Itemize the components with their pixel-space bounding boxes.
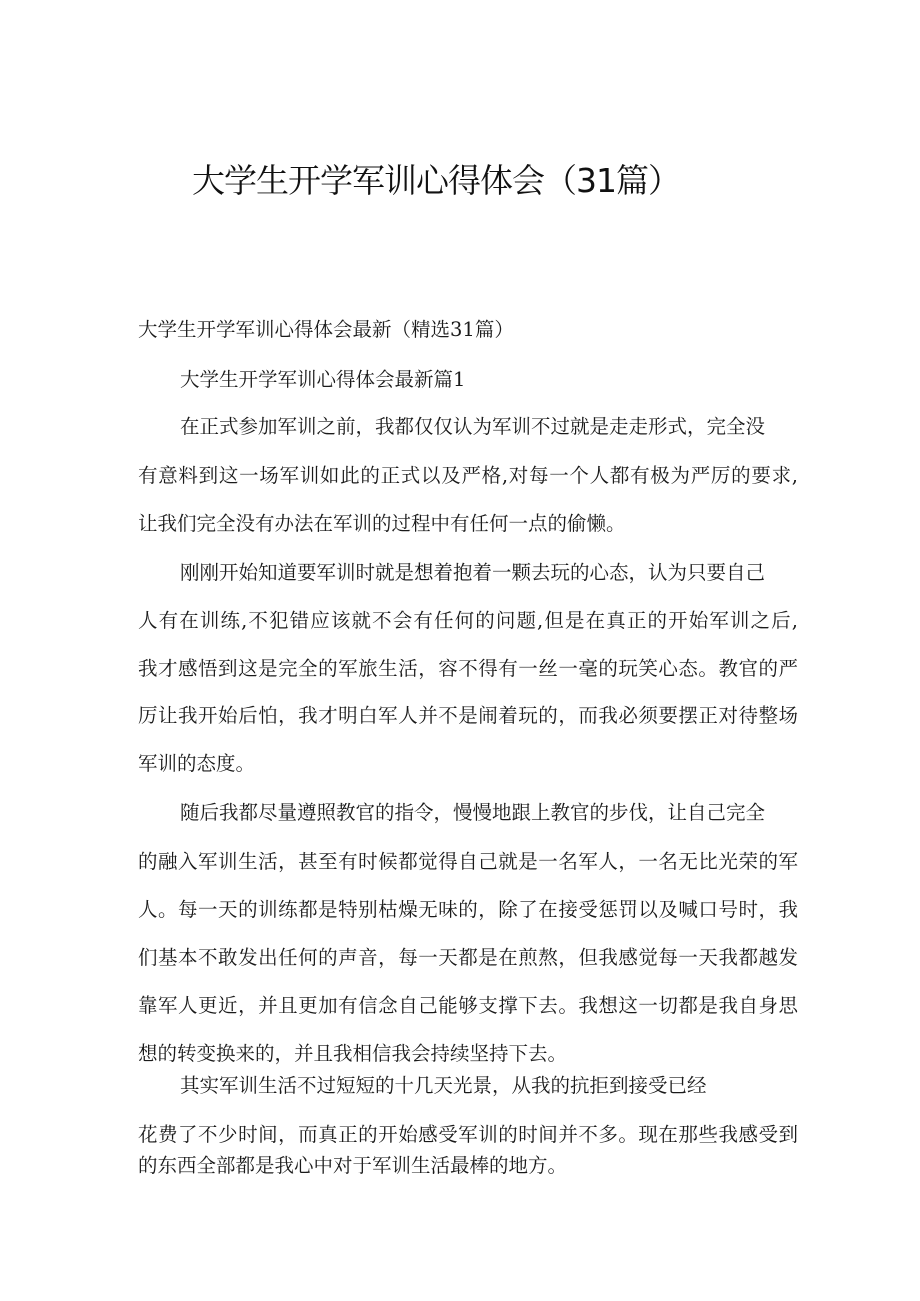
- body-line: 想的转变换来的，并且我相信我会持续坚持下去。: [138, 1042, 568, 1065]
- body-line: 我才感悟到这是完全的军旅生活，容不得有一丝一毫的玩笑心态。教官的严: [138, 657, 798, 680]
- body-line: 刚刚开始知道要军训时就是想着抱着一颗去玩的心态，认为只要自己: [180, 561, 766, 584]
- body-line: 在正式参加军训之前，我都仅仅认为军训不过就是走走形式，完全没: [180, 415, 766, 438]
- body-line: 的东西全部都是我心中对于军训生活最棒的地方。: [138, 1154, 568, 1177]
- body-line: 随后我都尽量遵照教官的指令，慢慢地跟上教官的步伐，让自己完全: [180, 801, 766, 824]
- body-line: 人有在训练,不犯错应该就不会有任何的问题,但是在真正的开始军训之后,: [138, 609, 798, 632]
- body-line: 有意料到这一场军训如此的正式以及严格,对每一个人都有极为严厉的要求,: [138, 464, 798, 487]
- body-line: 的融入军训生活，甚至有时候都觉得自己就是一名军人，一名无比光荣的军: [138, 850, 798, 873]
- document-subtitle: 大学生开学军训心得体会最新（精选31篇）: [138, 318, 514, 341]
- body-line: 军训的态度。: [138, 752, 256, 775]
- document-title: 大学生开学军训心得体会（31篇）: [192, 161, 680, 200]
- body-line: 其实军训生活不过短短的十几天光景，从我的抗拒到接受已经: [180, 1074, 707, 1097]
- body-line: 让我们完全没有办法在军训的过程中有任何一点的偷懒。: [138, 512, 626, 535]
- body-line: 人。每一天的训练都是特别枯燥无味的，除了在接受惩罚以及喊口号时，我: [138, 898, 798, 921]
- body-line: 厉让我开始后怕，我才明白军人并不是闹着玩的，而我必须要摆正对待整场: [138, 704, 798, 727]
- body-line: 们基本不敢发出任何的声音，每一天都是在煎熬，但我感觉每一天我都越发: [138, 946, 798, 969]
- body-line: 靠军人更近，并且更加有信念自己能够支撑下去。我想这一切都是我自身思: [138, 994, 798, 1017]
- body-line: 花费了不少时间，而真正的开始感受军训的时间并不多。现在那些我感受到: [138, 1123, 798, 1146]
- section-heading: 大学生开学军训心得体会最新篇1: [180, 368, 466, 391]
